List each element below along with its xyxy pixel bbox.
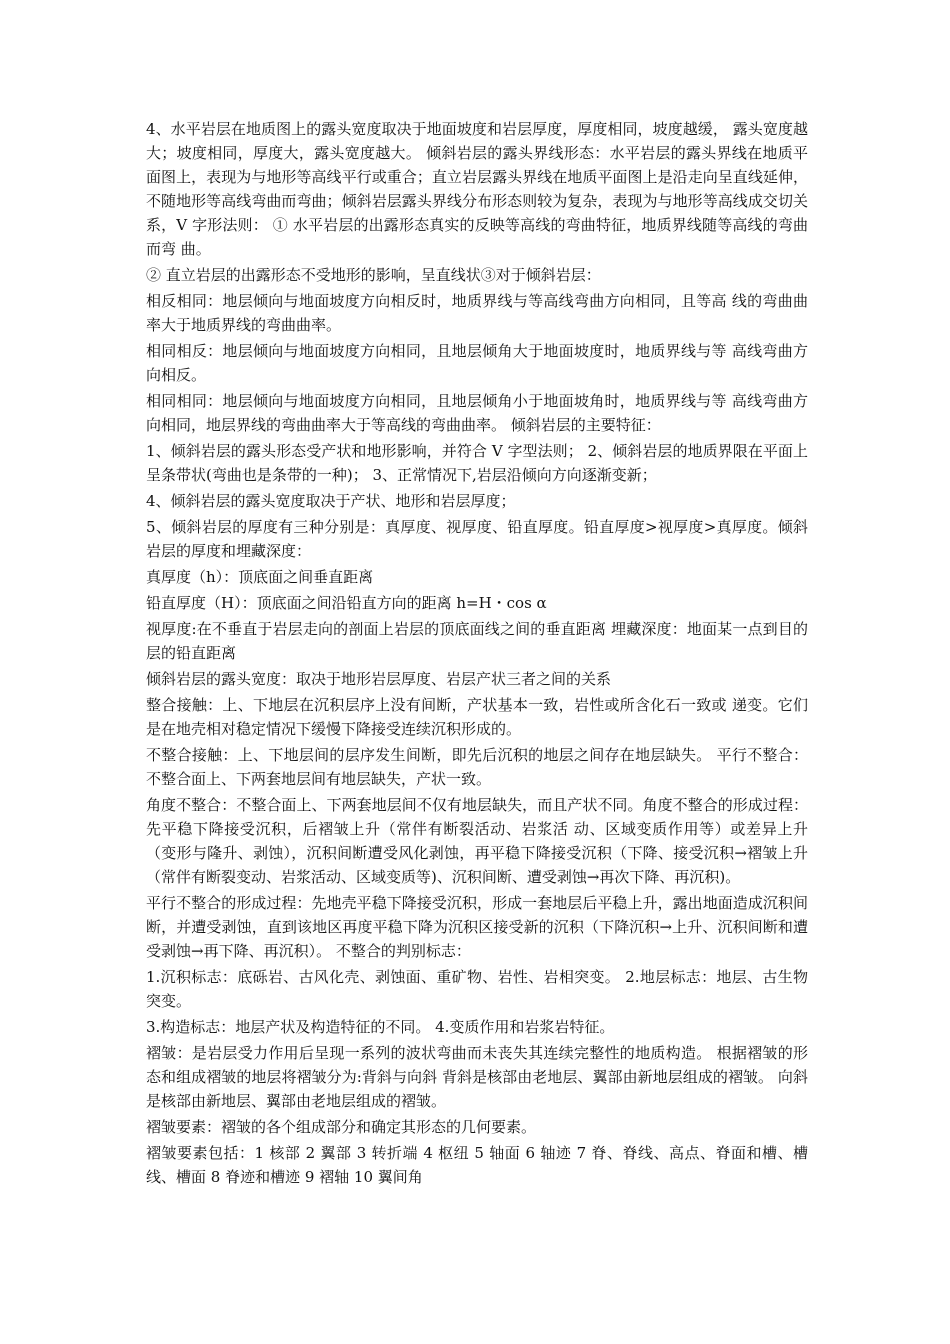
paragraph: 1、倾斜岩层的露头形态受产状和地形影响，并符合 V 字型法则； 2、倾斜岩层的地质界限在平面上呈条带状(弯曲也是条带的一种)； 3、正常情况下,岩层沿倾向方向逐渐变新；: [146, 442, 808, 484]
document-body: [146, 117, 808, 1191]
paragraph: ② 直立岩层的出露形态不受地形的影响，呈直线状③对于倾斜岩层：: [146, 266, 601, 284]
paragraph: 整合接触：上、下地层在沉积层序上没有间断，产状基本一致，岩性或所含化石一致或 递变。它们是在地壳相对稳定情况下缓慢下降接受连续沉积形成的。: [146, 696, 808, 738]
paragraph: 褶皱要素：褶皱的各个组成部分和确定其形态的几何要素。: [146, 1118, 537, 1136]
paragraph: 褶皱：是岩层受力作用后呈现一系列的波状弯曲而未丧失其连续完整性的地质构造。 根据褶皱的形态和组成褶皱的地层将褶皱分为:背斜与向斜 背斜是核部由老地层、翼部由新地层组成的褶皱。 向斜是核部由新地层、翼部由老地层组成的褶皱。: [146, 1044, 808, 1110]
paragraph: 4、倾斜岩层的露头宽度取决于产状、地形和岩层厚度；: [146, 492, 516, 510]
paragraph: 倾斜岩层的露头宽度：取决于地形岩层厚度、岩层产状三者之间的关系: [146, 670, 612, 688]
paragraph: 5、倾斜岩层的厚度有三种分别是：真厚度、视厚度、铅直厚度。铅直厚度>视厚度>真厚度。倾斜岩层的厚度和埋藏深度：: [146, 518, 808, 560]
paragraph: 平行不整合的形成过程：先地壳平稳下降接受沉积，形成一套地层后平稳上升，露出地面造成沉积间断，并遭受剥蚀，直到该地区再度平稳下降为沉积区接受新的沉积（下降沉积→上升、沉积间断和遭受剥蚀→再下降、再沉积）。 不整合的判别标志：: [146, 894, 808, 960]
paragraph: 不整合接触：上、下地层间的层序发生间断，即先后沉积的地层之间存在地层缺失。 平行不整合：不整合面上、下两套地层间有地层缺失，产状一致。: [146, 746, 808, 788]
paragraph: 相同相反：地层倾向与地面坡度方向相同，且地层倾角大于地面坡度时，地质界线与等 高线弯曲方向相反。: [146, 342, 808, 384]
paragraph: 4、水平岩层在地质图上的露头宽度取决于地面坡度和岩层厚度，厚度相同，坡度越缓， 露头宽度越大；坡度相同，厚度大，露头宽度越大。 倾斜岩层的露头界线形态：水平岩层的露头界线在地质平面图上，表现为与地形等高线平行或重合；直立岩层露头界线在地质平面图上是沿走向呈直线延伸，不随地形等高线弯曲而弯曲；倾斜岩层露头界线分布形态则较为复杂，表现为与地形等高线成交切关系，V 字形法则： ① 水平岩层的出露形态真实的反映等高线的弯曲特征，地质界线随等高线的弯曲而弯 曲。: [146, 120, 808, 258]
paragraph: 铅直厚度（H）：顶底面之间沿铅直方向的距离 h=H・cos α: [146, 594, 547, 612]
paragraph: 1.沉积标志：底砾岩、古风化壳、剥蚀面、重矿物、岩性、岩相突变。 2.地层标志：地层、古生物突变。: [146, 968, 808, 1010]
paragraph: 相反相同：地层倾向与地面坡度方向相反时，地质界线与等高线弯曲方向相同，且等高 线的弯曲曲率大于地质界线的弯曲曲率。: [146, 292, 808, 334]
paragraph: 真厚度（h）：顶底面之间垂直距离: [146, 568, 374, 586]
paragraph: 褶皱要素包括：1 核部 2 翼部 3 转折端 4 枢纽 5 轴面 6 轴迹 7 脊、脊线、高点、脊面和槽、槽线、槽面 8 脊迹和槽迹 9 褶轴 10 翼间角: [146, 1144, 808, 1186]
paragraph: 相同相同：地层倾向与地面坡度方向相同，且地层倾角小于地面坡角时，地质界线与等 高线弯曲方向相同，地层界线的弯曲曲率大于等高线的弯曲曲率。 倾斜岩层的主要特征：: [146, 392, 808, 434]
paragraph: 3.构造标志：地层产状及构造特征的不同。 4.变质作用和岩浆岩特征。: [146, 1018, 615, 1036]
paragraph: 角度不整合：不整合面上、下两套地层间不仅有地层缺失，而且产状不同。角度不整合的形成过程：先平稳下降接受沉积，后褶皱上升（常伴有断裂活动、岩浆活 动、区域变质作用等）或差异上升（变形与隆升、剥蚀），沉积间断遭受风化剥蚀，再平稳下降接受沉积（下降、接受沉积→褶皱上升（常伴有断裂变动、岩浆活动、区域变质等)、沉积间断、遭受剥蚀→再次下降、再沉积)。: [146, 796, 808, 886]
paragraph: 视厚度:在不垂直于岩层走向的剖面上岩层的顶底面线之间的垂直距离 埋藏深度：地面某一点到目的层的铅直距离: [146, 620, 808, 662]
